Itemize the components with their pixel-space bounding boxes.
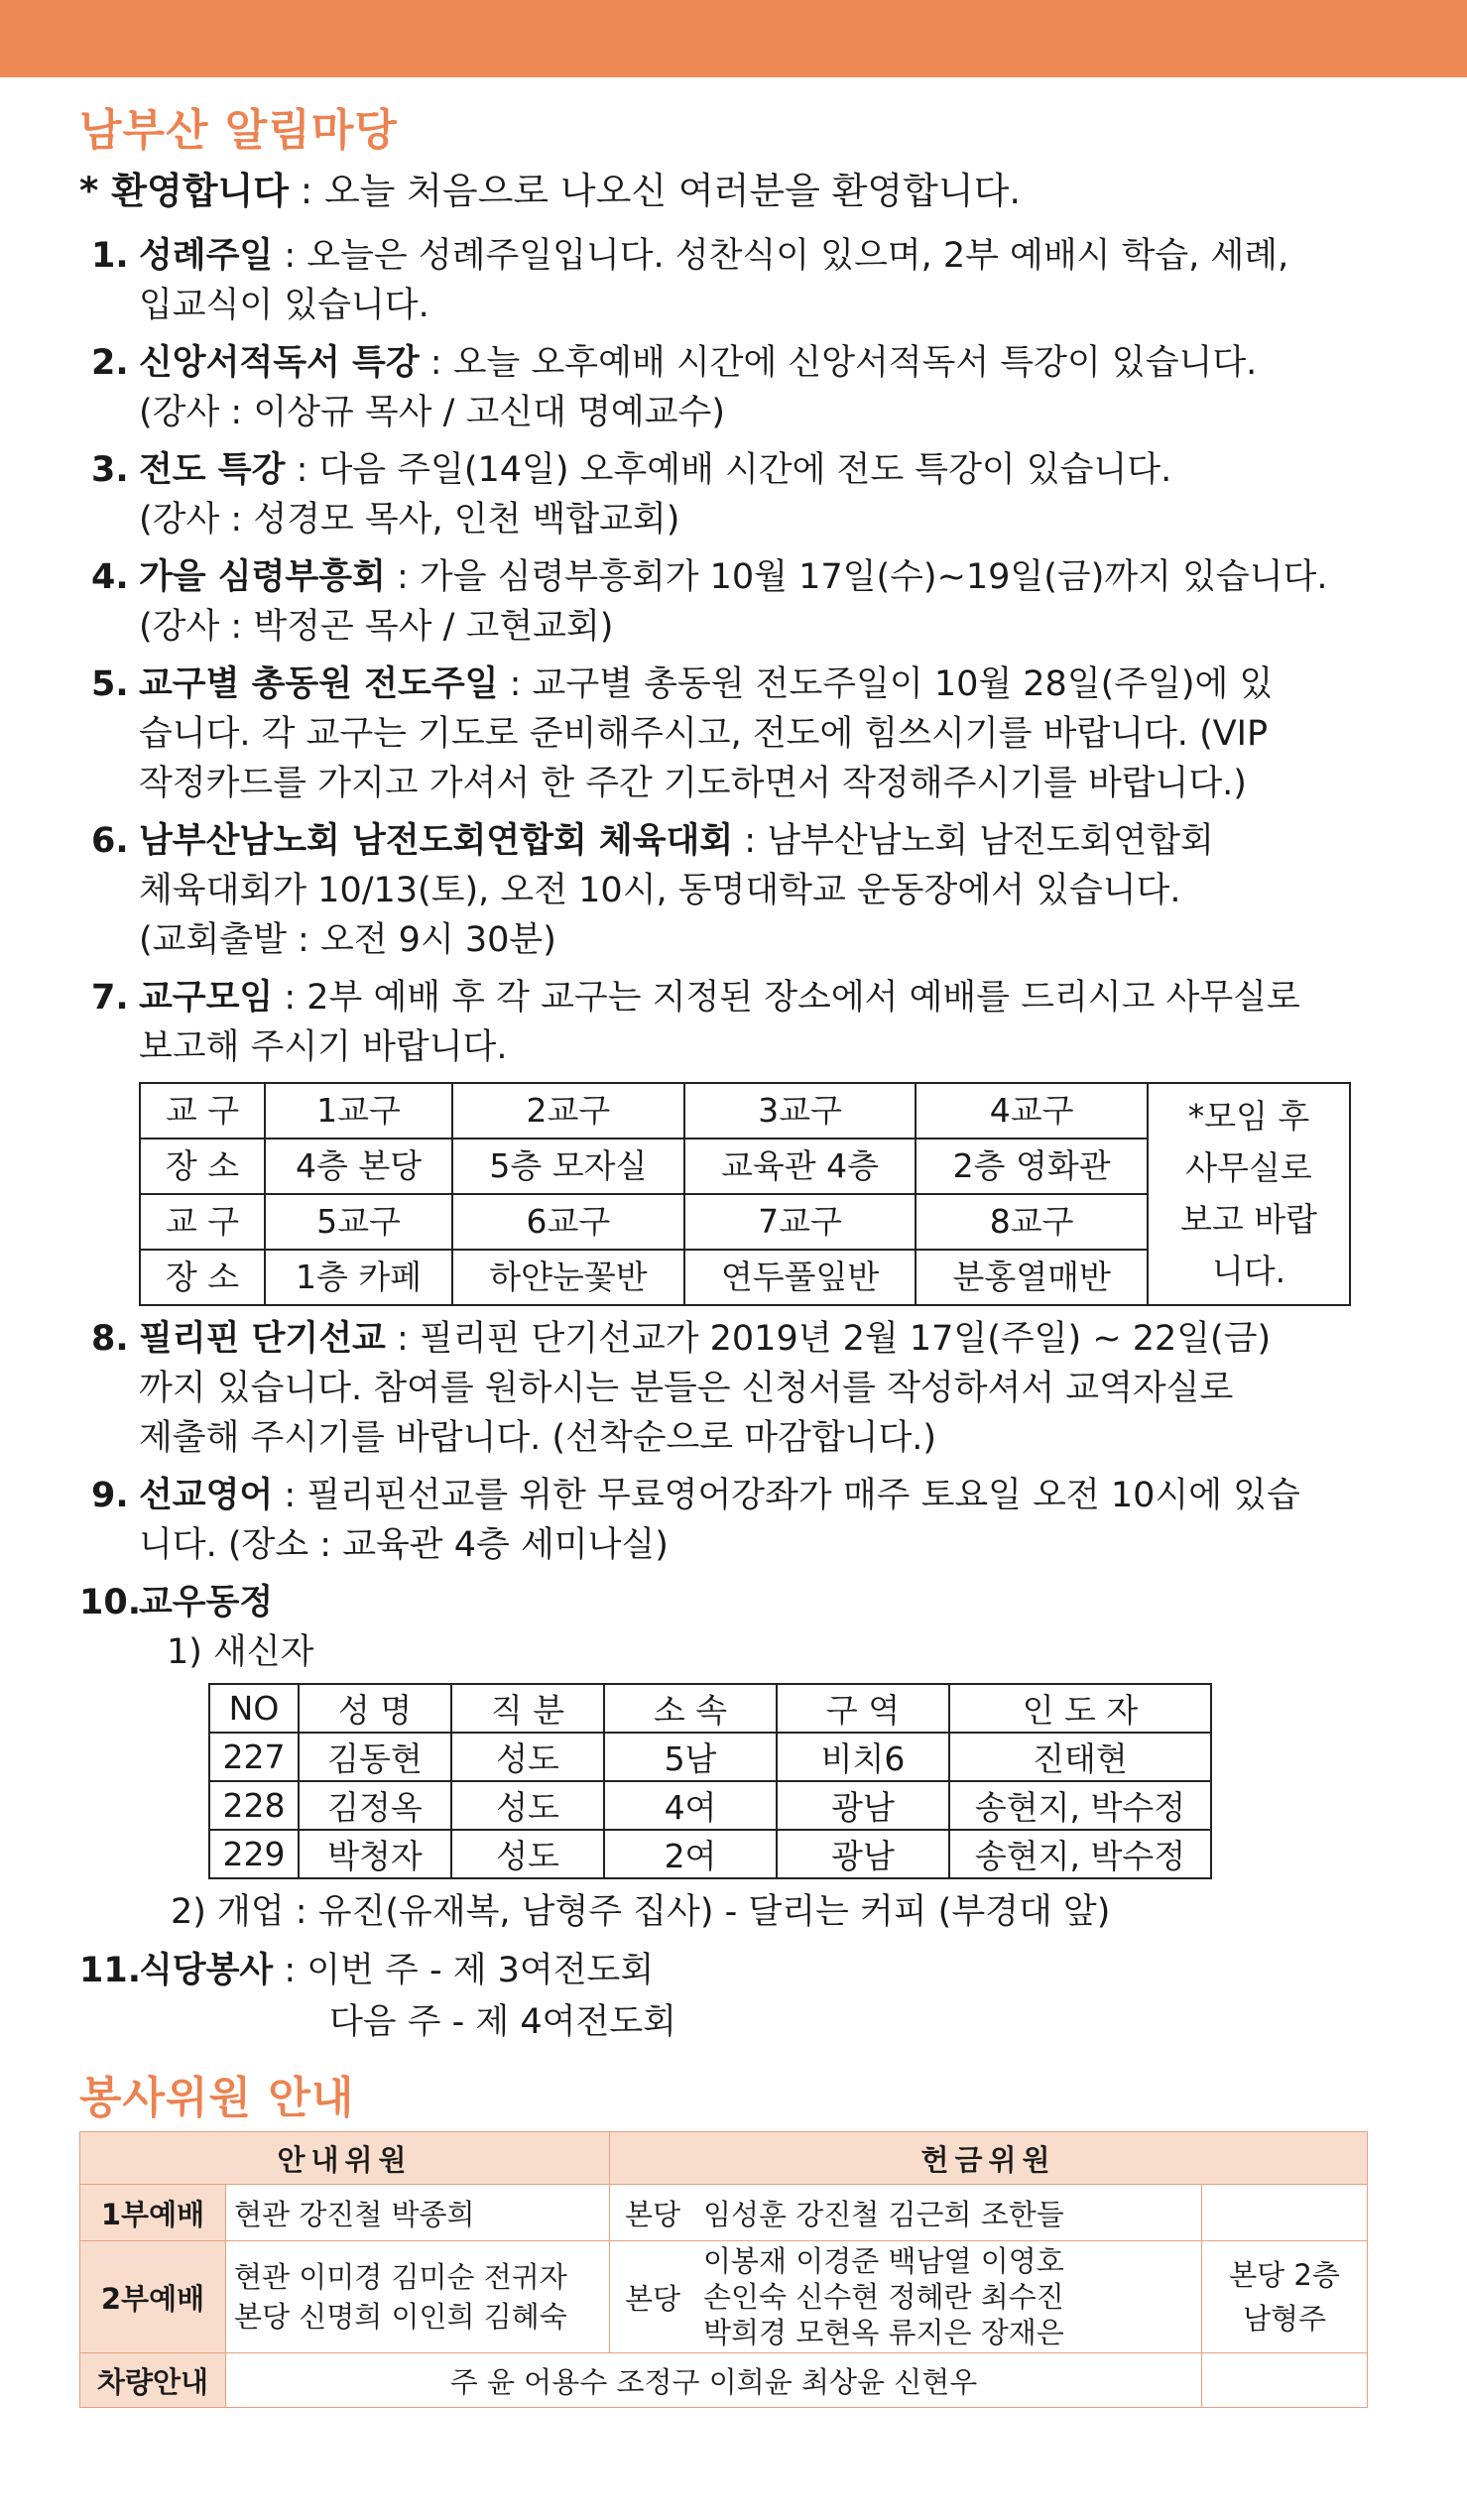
item-text: 니다. (장소 : 교육관 4층 세미나실) xyxy=(139,1525,669,1565)
item-number: 5. xyxy=(91,664,129,704)
table-row xyxy=(80,2241,1368,2353)
table-row xyxy=(80,2185,1368,2241)
table-cell: 성도 xyxy=(451,1830,604,1878)
table-header-row xyxy=(80,2132,1368,2185)
item-text: : 가을 심령부흥회가 10월 17일(수)~19일(금)까지 있습니다. xyxy=(385,557,1328,597)
extra-cell xyxy=(1202,2241,1368,2353)
item-heading: 성례주일 xyxy=(139,236,274,276)
announcement-item-5 xyxy=(79,660,1379,808)
announcement-item-2 xyxy=(79,338,1379,437)
top-accent-bar xyxy=(0,0,1467,77)
item-number: 11. xyxy=(79,1951,142,1990)
table-header: 헌금위원 xyxy=(610,2132,1368,2185)
table-cell: 광남 xyxy=(777,1830,949,1878)
volunteer-title: 봉사위원 안내 xyxy=(79,2073,355,2123)
table-cell: 2층 영화관 xyxy=(916,1139,1148,1194)
announcement-item-10 xyxy=(79,1578,1379,1627)
table-cell: 7교구 xyxy=(684,1194,917,1250)
announcement-item-3 xyxy=(79,445,1379,544)
newcomer-subtitle: 1) 새신자 xyxy=(167,1632,314,1672)
offering-location: 본당 xyxy=(610,2185,696,2241)
table-cell: 박청자 xyxy=(299,1830,451,1878)
announcement-item-8 xyxy=(79,1314,1379,1463)
table-cell: 비치6 xyxy=(777,1733,949,1781)
announcement-page xyxy=(79,94,1379,2408)
table-cell: 2여 xyxy=(604,1830,777,1878)
item-text: : 이번 주 - 제 3여전도회 xyxy=(273,1951,655,1990)
item-text: 까지 있습니다. 참여를 원하시는 분들은 신청서를 작성하셔서 교역자실로 xyxy=(139,1369,1234,1408)
item-text: : 오늘 오후예배 시간에 신앙서적독서 특강이 있습니다. xyxy=(419,343,1258,383)
table-header: NO xyxy=(209,1684,299,1733)
page-title: 남부산 알림마당 xyxy=(79,105,398,156)
guide-names xyxy=(226,2241,610,2353)
item-text: 작정카드를 가지고 가셔서 한 주간 기도하면서 작정해주시기를 바랍니다.) xyxy=(139,764,1247,803)
table-cell: 5남 xyxy=(604,1733,777,1781)
offering-line: 박희경 모현옥 류지은 장재은 xyxy=(703,2316,1064,2349)
item-number: 6. xyxy=(91,821,129,861)
service-label: 1부예배 xyxy=(80,2185,226,2241)
table-cell: 진태현 xyxy=(949,1733,1211,1781)
item-text: : 다음 주일(14일) 오후예배 시간에 전도 특강이 있습니다. xyxy=(285,450,1172,490)
item-text: 체육대회가 10/13(토), 오전 10시, 동명대학교 운동장에서 있습니다. xyxy=(139,871,1181,910)
item-number: 2. xyxy=(91,343,129,383)
item-heading: 가을 심령부흥회 xyxy=(139,557,386,597)
table-cell: 연두풀잎반 xyxy=(684,1250,917,1305)
announcement-item-7 xyxy=(79,973,1379,1306)
item-text: 제출해 주시기를 바랍니다. (선착순으로 마감합니다.) xyxy=(139,1418,937,1458)
announcement-item-11 xyxy=(79,1945,1379,2048)
volunteer-table xyxy=(79,2131,1368,2408)
item-heading: 선교영어 xyxy=(139,1476,274,1515)
table-cell: 8교구 xyxy=(916,1194,1148,1250)
item-text: (강사 : 박정곤 목사 / 고현교회) xyxy=(139,607,614,647)
item-heading: 전도 특강 xyxy=(139,450,286,490)
table-header: 인 도 자 xyxy=(949,1684,1211,1733)
offering-line: 손인숙 신수현 정혜란 최수진 xyxy=(703,2280,1064,2314)
driver-names: 주 윤 어용수 조정구 이희윤 최상윤 신현우 xyxy=(226,2353,1202,2408)
item-text: 다음 주 - 제 4여전도회 xyxy=(329,2002,676,2042)
extra-cell xyxy=(1202,2185,1368,2241)
item-number: 4. xyxy=(91,557,129,597)
item-heading: 남부산남노회 남전도회연합회 체육대회 xyxy=(139,821,734,861)
table-header: 소 속 xyxy=(604,1684,777,1733)
table-cell: 4교구 xyxy=(916,1083,1148,1139)
item-text: 입교식이 있습니다. xyxy=(139,286,429,325)
business-opening: 2) 개업 : 유진(유재복, 남형주 집사) - 달리는 커피 (부경대 앞) xyxy=(171,1892,1111,1932)
offering-names xyxy=(695,2241,1202,2353)
item-text: : 남부산남노회 남전도회연합회 xyxy=(733,821,1214,861)
table-cell: 김동현 xyxy=(299,1733,451,1781)
table-row xyxy=(209,1830,1211,1878)
item-heading: 교구모임 xyxy=(139,978,274,1018)
table-cell: 5교구 xyxy=(265,1194,452,1250)
table-cell: 227 xyxy=(209,1733,299,1781)
item-number: 10. xyxy=(79,1583,142,1622)
table-cell: 장 소 xyxy=(140,1250,265,1305)
item-text: (교회출발 : 오전 9시 30분) xyxy=(139,920,556,960)
table-cell: 성도 xyxy=(451,1733,604,1781)
welcome-text: : 오늘 처음으로 나오신 여러분을 환영합니다. xyxy=(288,170,1022,212)
table-cell: 송현지, 박수정 xyxy=(949,1781,1211,1830)
service-label: 2부예배 xyxy=(80,2241,226,2353)
table-cell: 229 xyxy=(209,1830,299,1878)
table-cell: 송현지, 박수정 xyxy=(949,1830,1211,1878)
announcement-item-6 xyxy=(79,816,1379,965)
table-header: 구 역 xyxy=(777,1684,949,1733)
item-text: (강사 : 성경모 목사, 인천 백합교회) xyxy=(139,500,680,540)
table-row xyxy=(209,1733,1211,1781)
welcome-label: * 환영합니다 xyxy=(79,170,289,212)
item-text: 보고해 주시기 바랍니다. xyxy=(139,1027,508,1067)
item-heading: 식당봉사 xyxy=(139,1951,274,1990)
table-header-row xyxy=(209,1684,1211,1733)
table-row xyxy=(80,2353,1368,2408)
announcement-item-4 xyxy=(79,552,1379,652)
table-row xyxy=(209,1781,1211,1830)
announcement-item-9 xyxy=(79,1471,1379,1570)
table-header: 안내위원 xyxy=(80,2132,610,2185)
item-heading: 신앙서적독서 특강 xyxy=(139,343,420,383)
item-heading: 교구별 총동원 전도주일 xyxy=(139,664,499,704)
item-text: : 2부 예배 후 각 교구는 지정된 장소에서 예배를 드리시고 사무실로 xyxy=(273,978,1300,1018)
table-cell: 하얀눈꽃반 xyxy=(452,1250,684,1305)
table-cell: 분홍열매반 xyxy=(916,1250,1148,1305)
table-cell: 교 구 xyxy=(140,1083,265,1139)
item-heading: 교우동정 xyxy=(139,1583,274,1622)
table-cell: 광남 xyxy=(777,1781,949,1830)
table-cell: 6교구 xyxy=(452,1194,684,1250)
table-cell: 4층 본당 xyxy=(265,1139,452,1194)
item-heading: 필리핀 단기선교 xyxy=(139,1319,386,1359)
guide-line: 본당 신명희 이인희 김혜숙 xyxy=(234,2300,567,2334)
table-cell: 교육관 4층 xyxy=(684,1139,917,1194)
table-cell: 김정옥 xyxy=(299,1781,451,1830)
table-cell: 교 구 xyxy=(140,1194,265,1250)
table-cell: 3교구 xyxy=(684,1083,917,1139)
note-line: *모임 후 xyxy=(1187,1097,1310,1136)
guide-line: 현관 이미경 김미순 전귀자 xyxy=(234,2260,567,2294)
table-cell: 228 xyxy=(209,1781,299,1830)
item-text: : 오늘은 성례주일입니다. 성찬식이 있으며, 2부 예배시 학습, 세례, xyxy=(273,236,1289,276)
item-number: 1. xyxy=(91,236,129,276)
note-line: 니다. xyxy=(1211,1252,1286,1290)
table-cell: 2교구 xyxy=(452,1083,684,1139)
table-row xyxy=(140,1083,1350,1139)
extra-line: 본당 2층 xyxy=(1229,2258,1340,2292)
table-header: 성 명 xyxy=(299,1684,451,1733)
extra-cell xyxy=(1202,2353,1368,2408)
welcome-line xyxy=(79,164,1379,219)
item-number: 7. xyxy=(91,978,129,1018)
note-line: 사무실로 xyxy=(1185,1148,1312,1187)
guide-names: 현관 강진철 박종희 xyxy=(226,2185,610,2241)
group-table-note xyxy=(1148,1083,1350,1305)
item-text: : 필리핀선교를 위한 무료영어강좌가 매주 토요일 오전 10시에 있습 xyxy=(273,1476,1300,1515)
item-number: 8. xyxy=(91,1319,129,1359)
table-cell: 성도 xyxy=(451,1781,604,1830)
item-text: 습니다. 각 교구는 기도로 준비해주시고, 전도에 힘쓰시기를 바랍니다. (VIP xyxy=(139,714,1269,754)
announcement-item-1 xyxy=(79,231,1379,330)
service-label: 차량안내 xyxy=(80,2353,226,2408)
offering-names: 임성훈 강진철 김근희 조한들 xyxy=(695,2185,1202,2241)
note-line: 보고 바랍 xyxy=(1179,1200,1317,1239)
item-text: : 교구별 총동원 전도주일이 10월 28일(주일)에 있 xyxy=(498,664,1274,704)
offering-location: 본당 xyxy=(610,2241,696,2353)
table-cell: 5층 모자실 xyxy=(452,1139,684,1194)
item-number: 9. xyxy=(91,1476,129,1515)
table-cell: 장 소 xyxy=(140,1139,265,1194)
item-text: (강사 : 이상규 목사 / 고신대 명예교수) xyxy=(139,393,725,432)
table-cell: 4여 xyxy=(604,1781,777,1830)
group-meeting-table xyxy=(139,1082,1351,1306)
item-text: : 필리핀 단기선교가 2019년 2월 17일(주일) ~ 22일(금) xyxy=(385,1319,1272,1359)
newcomer-table xyxy=(208,1683,1212,1879)
table-cell: 1층 카페 xyxy=(265,1250,452,1305)
item-number: 3. xyxy=(91,450,129,490)
extra-line: 남형주 xyxy=(1242,2302,1327,2336)
table-cell: 1교구 xyxy=(265,1083,452,1139)
offering-line: 이봉재 이경준 백남열 이영호 xyxy=(703,2244,1064,2278)
table-header: 직 분 xyxy=(451,1684,604,1733)
